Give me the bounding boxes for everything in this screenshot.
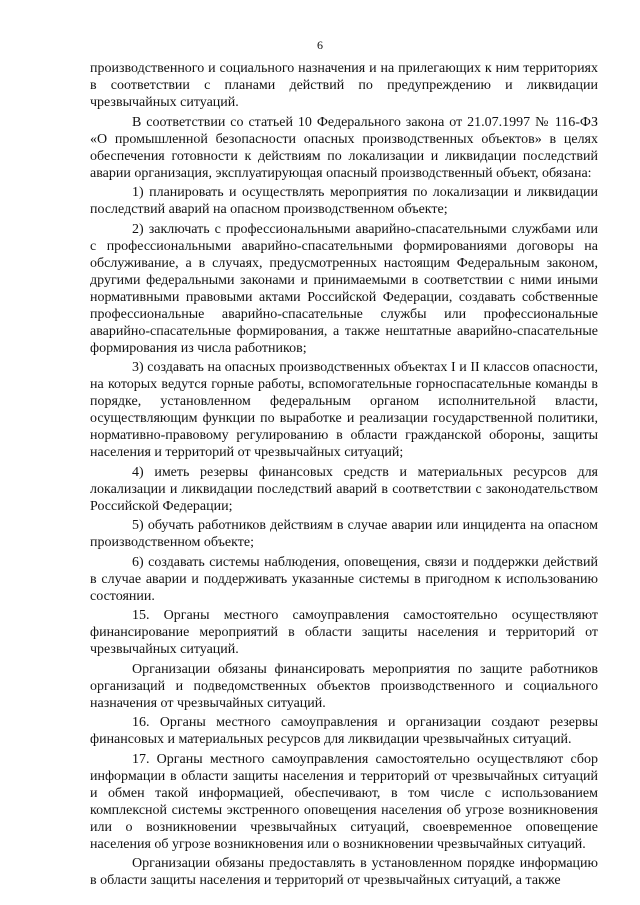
paragraph-17-organizations: Организации обязаны предоставлять в установленном порядке информацию в области защиты населения и территорий от чрезвычайных ситуаций, а также <box>90 856 598 888</box>
paragraph-16: 16. Органы местного самоуправления и организации создают резервы финансовых и материальных ресурсов для ликвидации чрезвычайных ситуаций. <box>90 715 598 747</box>
paragraph-item-6: 6) создавать системы наблюдения, оповещения, связи и поддержки действий в случае аварии и поддерживать указанные системы в пригодном к использованию состоянии. <box>90 554 598 604</box>
paragraph-item-3: 3) создавать на опасных производственных объектах I и II классов опасности, на которых ведутся горные работы, вспомогательные горноспасательные команды в порядке, установленном федеральным органом исполнительной власти, осуществляющим функции по выработке и реализации государственной политики, нормативно-правовому регулированию в области гражданской обороны, защиты населения и территорий от чрезвычайных ситуаций; <box>90 360 598 460</box>
paragraph-17: 17. Органы местного самоуправления самостоятельно осуществляют сбор информации в области защиты населения и территорий от чрезвычайных ситуаций и обмен такой информацией, обеспечивают, в том числе с использованием комплексной системы экстренного оповещения населения об угрозе возникновения или о возникновении чрезвычайных ситуаций, своевременное оповещение населения об угрозе возникновения или о возникновении чрезвычайных ситуаций. <box>90 751 598 852</box>
paragraph-item-2: 2) заключать с профессиональными аварийно-спасательными службами или с профессиональными аварийно-спасательными формированиями договоры на обслуживание, а в случаях, предусмотренных настоящим Федеральным законом, другими федеральными законами и принимаемыми в соответствии с ними иными нормативными правовыми актами Российской Федерации, создавать собственные профессиональные аварийно-спасательные службы или профессиональные аварийно-спасательные формирования, а также нештатные аварийно-спасательные формирования из числа работников; <box>90 221 598 356</box>
paragraph-item-1: 1) планировать и осуществлять мероприятия по локализации и ликвидации последствий аварий на опасном производственном объекте; <box>90 185 598 217</box>
document-body <box>90 60 598 892</box>
paragraph-item-5: 5) обучать работников действиям в случае аварии или инцидента на опасном производственном объекте; <box>90 518 598 550</box>
paragraph-continuation: производственного и социального назначения и на прилегающих к ним территориях в соответствии с планами действий по предупреждению и ликвидации чрезвычайных ситуаций. <box>90 61 598 110</box>
paragraph-item-4: 4) иметь резервы финансовых средств и материальных ресурсов для локализации и ликвидации последствий аварий в соответствии с законодательством Российской Федерации; <box>90 464 598 514</box>
paragraph-15-organizations: Организации обязаны финансировать мероприятия по защите работников организаций и подведомственных объектов производственного и социального назначения от чрезвычайных ситуаций. <box>90 661 598 711</box>
page-number: 6 <box>317 38 323 52</box>
paragraph-article-10-intro: В соответствии со статьей 10 Федерального закона от 21.07.1997 № 116-ФЗ «О промышленной безопасности опасных производственных объектов» в целях обеспечения готовности к действиям по локализации и ликвидации последствий аварии организация, эксплуатирующая опасный производственный объект, обязана: <box>90 114 598 181</box>
paragraph-15: 15. Органы местного самоуправления самостоятельно осуществляют финансирование мероприятий в области защиты населения и территорий от чрезвычайных ситуаций. <box>90 608 598 657</box>
